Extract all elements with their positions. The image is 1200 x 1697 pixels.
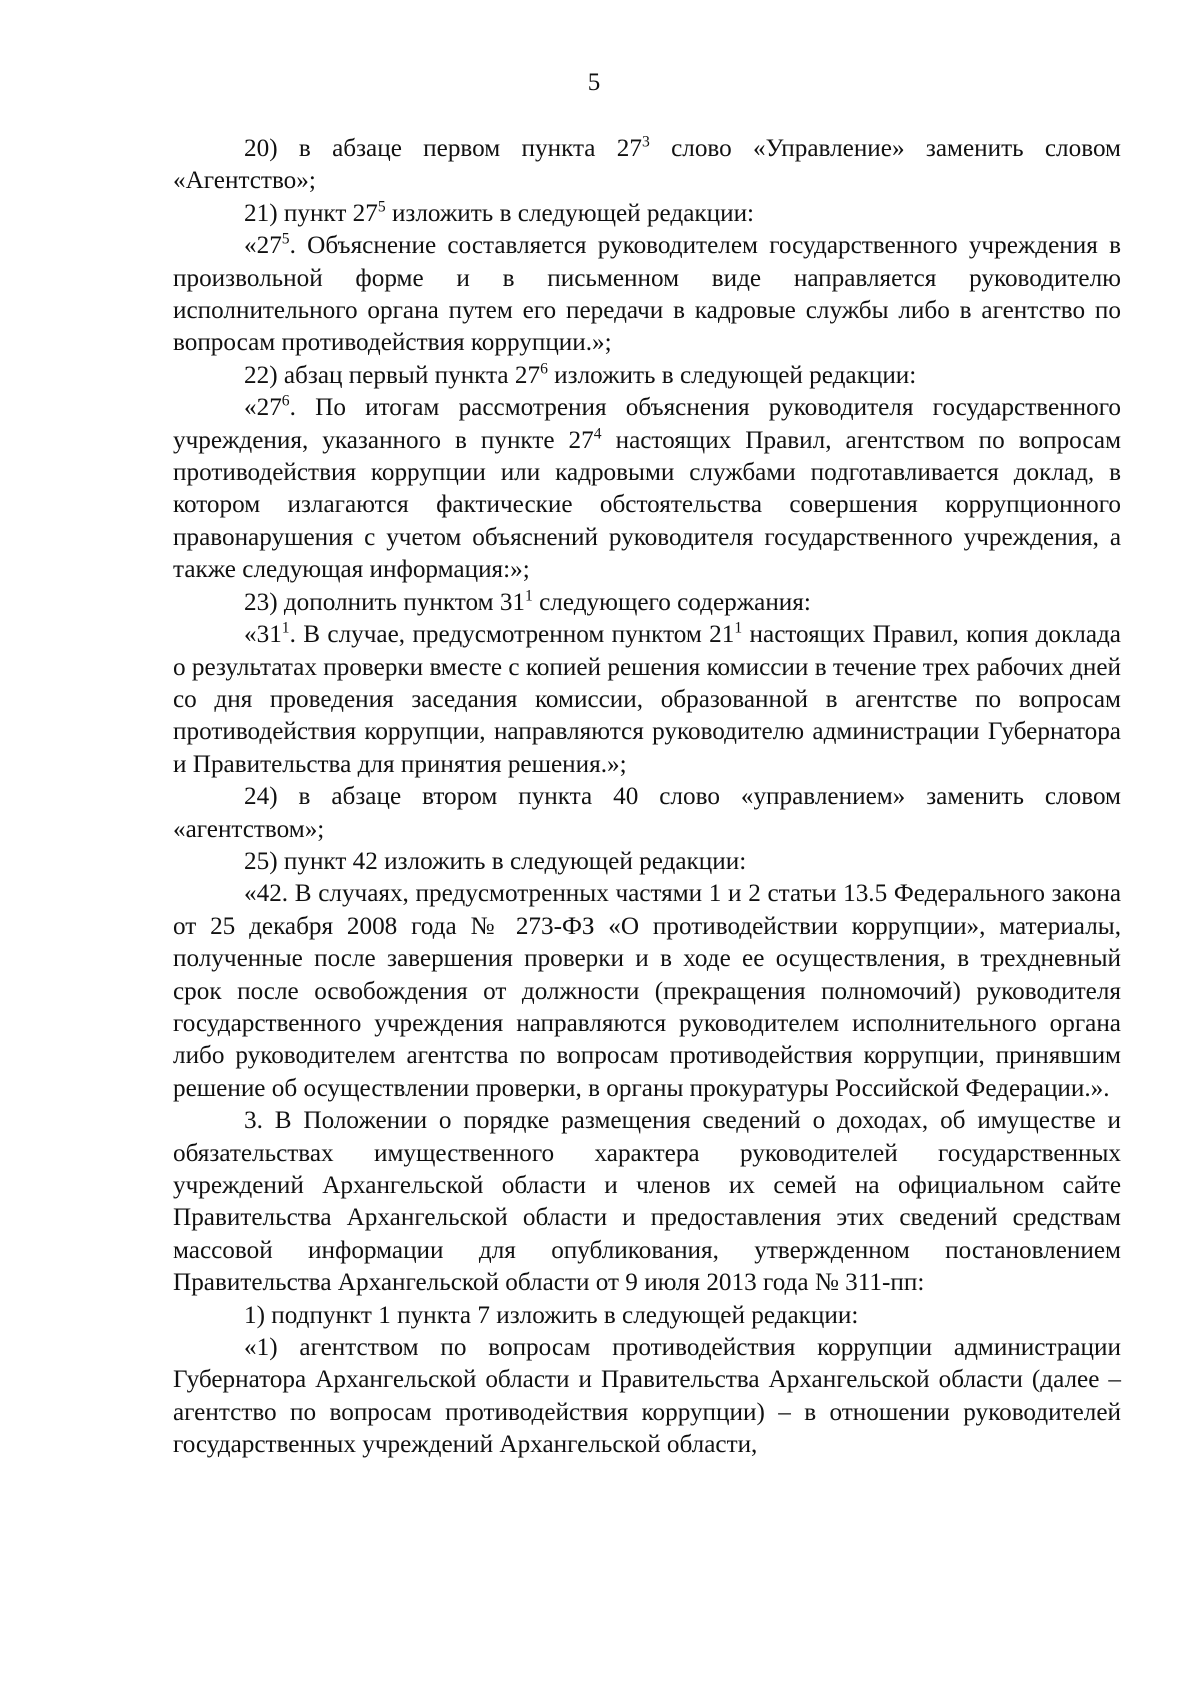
paragraph: [173, 198, 1121, 230]
paragraph: [173, 1105, 1121, 1299]
text-run: «31: [244, 621, 282, 649]
text-run: слово «Управление» заменить словом «Агентство»;: [173, 135, 1121, 195]
text-run: 20) в абзаце первом пункта 27: [244, 135, 642, 162]
text-run: . По итогам рассмотрения объяснения руководителя государственного учреждения, указанного в пункте 27: [173, 394, 1121, 454]
superscript: 6: [540, 360, 548, 378]
paragraph: [173, 392, 1121, 586]
text-run: настоящих Правил, агентством по вопросам противодействия коррупции или кадровыми службами подготавливается доклад, в котором излагаются фактические обстоятельства совершения коррупционного правонарушения с учетом объяснений руководителя государственного учреждения, а также следующая информация:»;: [173, 426, 1122, 584]
paragraph: [173, 133, 1121, 198]
text-run: 21) пункт 27: [244, 199, 378, 227]
text-run: «27: [244, 394, 282, 422]
text-run: изложить в следующей редакции:: [385, 199, 755, 227]
document-body: [173, 133, 1121, 1462]
text-run: 24) в абзаце втором пункта 40 слово «управлением» заменить словом «агентством»;: [173, 783, 1121, 843]
text-run: . Объяснение составляется руководителем государственного учреждения в произвольной форме и в письменном виде направляется руководителю исполнительного органа путем его передачи в кадровые службы либо в агентство по вопросам противодействия коррупции.»;: [173, 232, 1121, 357]
text-run: «27: [244, 232, 282, 260]
text-run: 3. В Положении о порядке размещения сведений о доходах, об имуществе и обязательствах имущественного характера руководителей государственных учреждений Архангельской области и членов их семей на официальном сайте Правительства Архангельской области и предоставления этих сведений средствам массовой информации для опубликования, утвержденном постановлением Правительства Архангельской области от 9 июля 2013 года № 311-пп:: [173, 1107, 1121, 1297]
page-number: 5: [587, 69, 601, 96]
superscript: 5: [281, 230, 290, 248]
paragraph: [173, 1300, 1121, 1332]
paragraph: [173, 230, 1121, 360]
text-run: 1) подпункт 1 пункта 7 изложить в следующей редакции:: [244, 1301, 859, 1329]
text-run: «42. В случаях, предусмотренных частями 1 и 2 статьи 13.5 Федерального закона от 25 декабря 2008 года № 273-ФЗ «О противодействии коррупции», материалы, полученные после завершения проверки и в ходе ее осуществления, в трехдневный срок после освобождения от должности (прекращения полномочий) руководителя государственного учреждения направляются руководителем исполнительного органа либо руководителем агентства по вопросам противодействия коррупции, принявшим решение об осуществлении проверки, в органы прокуратуры Российской Федерации.».: [173, 880, 1121, 1102]
text-run: 22) абзац первый пункта 27: [244, 361, 541, 389]
superscript: 1: [281, 619, 290, 637]
text-run: настоящих Правил, копия доклада о результатах проверки вместе с копией решения комиссии в течение трех рабочих дней со дня проведения заседания комиссии, образованной в агентстве по вопросам противодействия коррупции, направляются руководителю администрации Губернатора и Правительства для принятия решения.»;: [173, 621, 1121, 778]
superscript: 3: [641, 133, 650, 151]
superscript: 5: [377, 198, 386, 216]
paragraph: [173, 846, 1121, 878]
paragraph: [173, 781, 1121, 846]
text-run: следующего содержания:: [532, 588, 811, 616]
superscript: 4: [593, 424, 602, 442]
paragraph: [173, 587, 1121, 619]
paragraph: [173, 1332, 1121, 1462]
text-run: . В случае, предусмотренном пунктом 21: [289, 621, 735, 649]
text-run: «1) агентством по вопросам противодействия коррупции администрации Губернатора Архангельской области и Правительства Архангельской области (далее – агентство по вопросам противодействия коррупции) – в отношении руководителей государственных учреждений Архангельской области,: [173, 1334, 1121, 1459]
superscript: 6: [281, 392, 290, 410]
superscript: 1: [525, 587, 533, 605]
superscript: 1: [734, 619, 743, 637]
text-run: изложить в следующей редакции:: [547, 361, 917, 389]
text-run: 25) пункт 42 изложить в следующей редакции:: [244, 847, 747, 875]
text-run: 23) дополнить пунктом 31: [244, 588, 526, 616]
paragraph: [173, 619, 1121, 781]
paragraph: [173, 878, 1121, 1105]
paragraph: [173, 360, 1121, 392]
